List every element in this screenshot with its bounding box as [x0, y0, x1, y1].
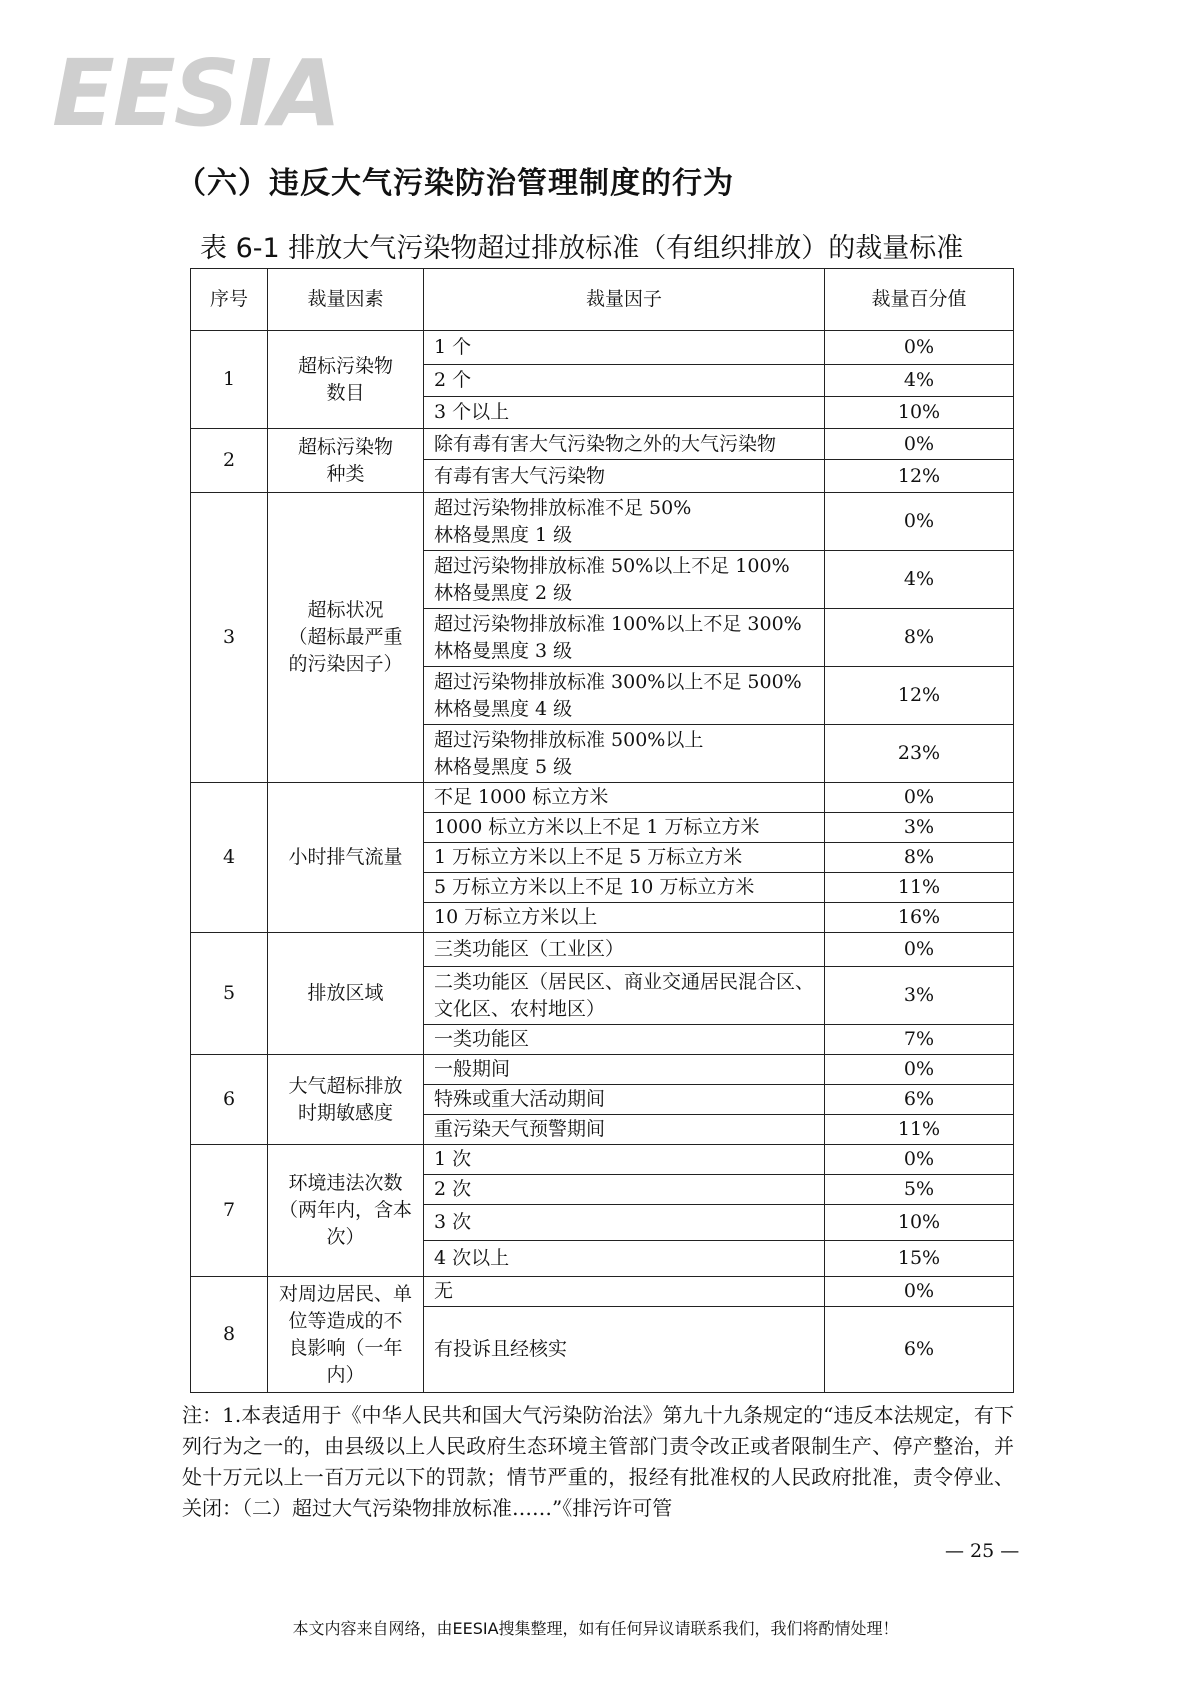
cell-percent-value: 0% — [825, 331, 1014, 365]
cell-serial-no: 5 — [191, 933, 268, 1055]
table-row — [191, 933, 1014, 967]
cell-discretion-item: 一般期间 — [424, 1055, 825, 1085]
cell-discretion-item: 不足 1000 标立方米 — [424, 783, 825, 813]
cell-percent-value: 4% — [825, 365, 1014, 397]
table-header-row — [191, 269, 1014, 331]
cell-percent-value: 0% — [825, 493, 1014, 551]
cell-percent-value: 10% — [825, 397, 1014, 429]
cell-percent-value: 10% — [825, 1205, 1014, 1241]
cell-discretion-item: 重污染天气预警期间 — [424, 1115, 825, 1145]
cell-discretion-item: 1 次 — [424, 1145, 825, 1175]
cell-percent-value: 6% — [825, 1085, 1014, 1115]
cell-percent-value: 0% — [825, 1055, 1014, 1085]
cell-discretion-item: 10 万标立方米以上 — [424, 903, 825, 933]
cell-discretion-factor: 对周边居民、单 位等造成的不 良影响（一年 内） — [268, 1277, 424, 1393]
cell-percent-value: 12% — [825, 460, 1014, 493]
cell-percent-value: 0% — [825, 1277, 1014, 1307]
footer-disclaimer: 本文内容来自网络，由EESIA搜集整理，如有任何异议请联系我们，我们将酌情处理！ — [292, 1619, 899, 1638]
discretion-standard-table — [190, 268, 1014, 1393]
cell-serial-no: 2 — [191, 429, 268, 493]
header-factor: 裁量因素 — [268, 269, 424, 331]
cell-percent-value: 16% — [825, 903, 1014, 933]
cell-discretion-item: 无 — [424, 1277, 825, 1307]
cell-percent-value: 11% — [825, 1115, 1014, 1145]
cell-discretion-item: 三类功能区（工业区） — [424, 933, 825, 967]
header-item: 裁量因子 — [424, 269, 825, 331]
table-row — [191, 429, 1014, 460]
cell-percent-value: 6% — [825, 1307, 1014, 1393]
cell-discretion-item: 有毒有害大气污染物 — [424, 460, 825, 493]
table-row — [191, 493, 1014, 551]
cell-discretion-item: 超过污染物排放标准 500%以上 林格曼黑度 5 级 — [424, 725, 825, 783]
cell-discretion-item: 1 万标立方米以上不足 5 万标立方米 — [424, 843, 825, 873]
cell-serial-no: 3 — [191, 493, 268, 783]
cell-discretion-item: 二类功能区（居民区、商业交通居民混合区、 文化区、农村地区） — [424, 967, 825, 1025]
cell-discretion-item: 2 次 — [424, 1175, 825, 1205]
cell-percent-value: 12% — [825, 667, 1014, 725]
cell-discretion-item: 特殊或重大活动期间 — [424, 1085, 825, 1115]
cell-discretion-item: 1 个 — [424, 331, 825, 365]
table-caption: 表 6-1 排放大气污染物超过排放标准（有组织排放）的裁量标准 — [200, 233, 964, 264]
cell-discretion-item: 超过污染物排放标准 300%以上不足 500% 林格曼黑度 4 级 — [424, 667, 825, 725]
cell-discretion-factor: 超标污染物 种类 — [268, 429, 424, 493]
cell-percent-value: 4% — [825, 551, 1014, 609]
eesia-logo: EESIA — [52, 40, 340, 147]
cell-discretion-item: 除有毒有害大气污染物之外的大气污染物 — [424, 429, 825, 460]
cell-discretion-factor: 大气超标排放 时期敏感度 — [268, 1055, 424, 1145]
cell-discretion-factor: 小时排气流量 — [268, 783, 424, 933]
cell-serial-no: 6 — [191, 1055, 268, 1145]
table-row — [191, 1055, 1014, 1085]
table-note: 注：1.本表适用于《中华人民共和国大气污染防治法》第九十九条规定的“违反本法规定，有下列行为之一的，由县级以上人民政府生态环境主管部门责令改正或者限制生产、停产整治，并处十万元以上一百万元以下的罚款；情节严重的，报经有批准权的人民政府批准，责令停业、关闭：（二）超过大气污染物排放标准……”《排污许可管 — [182, 1403, 1014, 1520]
section-title: （六）违反大气污染防治管理制度的行为 — [176, 166, 734, 201]
cell-discretion-item: 一类功能区 — [424, 1025, 825, 1055]
table-row — [191, 783, 1014, 813]
cell-discretion-item: 3 次 — [424, 1205, 825, 1241]
cell-percent-value: 15% — [825, 1241, 1014, 1277]
cell-discretion-item: 5 万标立方米以上不足 10 万标立方米 — [424, 873, 825, 903]
table-row — [191, 331, 1014, 365]
cell-discretion-factor: 排放区域 — [268, 933, 424, 1055]
cell-percent-value: 0% — [825, 933, 1014, 967]
cell-percent-value: 5% — [825, 1175, 1014, 1205]
cell-serial-no: 8 — [191, 1277, 268, 1393]
page-number: — 25 — — [945, 1540, 1020, 1562]
table-row — [191, 1145, 1014, 1175]
cell-discretion-item: 3 个以上 — [424, 397, 825, 429]
cell-percent-value: 11% — [825, 873, 1014, 903]
cell-percent-value: 23% — [825, 725, 1014, 783]
cell-discretion-item: 超过污染物排放标准不足 50% 林格曼黑度 1 级 — [424, 493, 825, 551]
cell-percent-value: 3% — [825, 967, 1014, 1025]
cell-percent-value: 3% — [825, 813, 1014, 843]
cell-percent-value: 0% — [825, 429, 1014, 460]
cell-discretion-item: 超过污染物排放标准 50%以上不足 100% 林格曼黑度 2 级 — [424, 551, 825, 609]
cell-percent-value: 7% — [825, 1025, 1014, 1055]
cell-percent-value: 0% — [825, 783, 1014, 813]
header-percent: 裁量百分值 — [825, 269, 1014, 331]
cell-serial-no: 4 — [191, 783, 268, 933]
cell-discretion-item: 有投诉且经核实 — [424, 1307, 825, 1393]
cell-discretion-item: 1000 标立方米以上不足 1 万标立方米 — [424, 813, 825, 843]
cell-percent-value: 8% — [825, 843, 1014, 873]
table-row — [191, 1277, 1014, 1307]
cell-percent-value: 8% — [825, 609, 1014, 667]
cell-discretion-factor: 环境违法次数 （两年内，含本 次） — [268, 1145, 424, 1277]
cell-serial-no: 7 — [191, 1145, 268, 1277]
header-no: 序号 — [191, 269, 268, 331]
cell-discretion-item: 超过污染物排放标准 100%以上不足 300% 林格曼黑度 3 级 — [424, 609, 825, 667]
cell-discretion-factor: 超标污染物 数目 — [268, 331, 424, 429]
cell-percent-value: 0% — [825, 1145, 1014, 1175]
cell-discretion-item: 4 次以上 — [424, 1241, 825, 1277]
cell-discretion-item: 2 个 — [424, 365, 825, 397]
cell-discretion-factor: 超标状况 （超标最严重 的污染因子） — [268, 493, 424, 783]
cell-serial-no: 1 — [191, 331, 268, 429]
